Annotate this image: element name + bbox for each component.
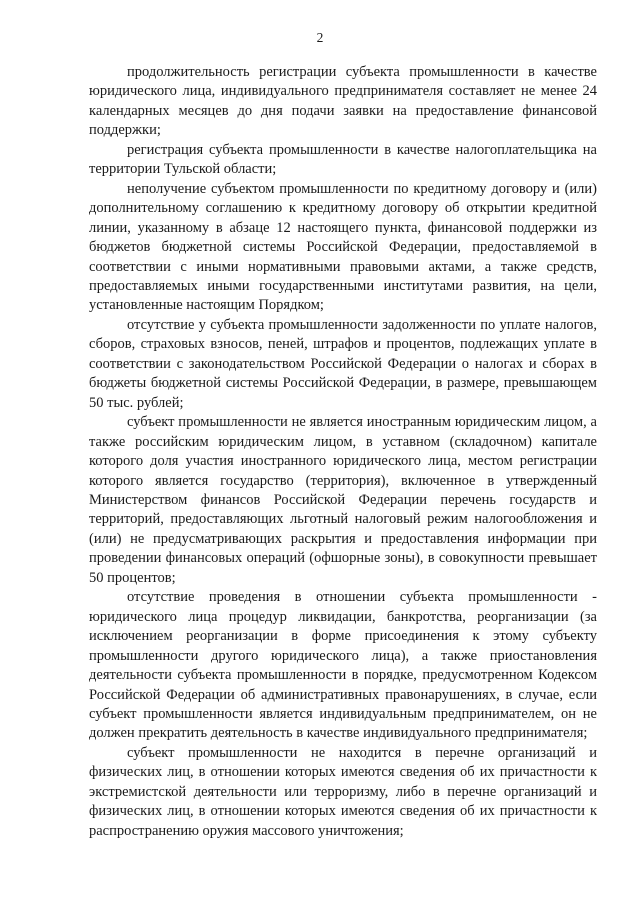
document-body [89, 63, 597, 841]
paragraph-taxpayer-registration: регистрация субъекта промышленности в качестве налогоплательщика на территории Тульской области; [89, 141, 597, 178]
paragraph-not-in-extremist-list: субъект промышленности не находится в перечне организаций и физических лиц, в отношении которых имеются сведения об их причастности к экстремистской деятельности или терроризму, либо в перечне организаций и физических лиц, в отношении которых имеются сведения об их причастности к распространению оружия массового уничтожения; [89, 744, 597, 839]
paragraph-no-other-support: неполучение субъектом промышленности по кредитному договору и (или) дополнительному соглашению к кредитному договору об открытии кредитной линии, указанному в абзаце 12 настоящего пункта, финансовой поддержки из бюджетов бюджетной системы Российской Федерации, предоставляемой в соответствии с иными нормативными правовыми актами, а также средств, предоставляемых иными государственными институтами развития, на цели, установленные настоящим Порядком; [89, 180, 597, 314]
page-number: 2 [316, 30, 324, 45]
paragraph-not-foreign-entity: субъект промышленности не является иностранным юридическим лицом, а также российским юридическим лицом, в уставном (складочном) капитале которого доля участия иностранного юридического лица, местом регистрации которого является государство (территория), включенное в утвержденный Министерством финансов Российской Федерации перечень государств и территорий, предоставляющих льготный налоговый режим налогообложения и (или) не предусматривающих раскрытия и предоставления информации при проведении финансовых операций (офшорные зоны), в совокупности превышает 50 процентов; [89, 414, 597, 586]
paragraph-registration-duration: продолжительность регистрации субъекта промышленности в качестве юридического лица, индивидуального предпринимателя составляет не менее 24 календарных месяцев до дня подачи заявки на предоставление финансовой поддержки; [89, 64, 597, 139]
paragraph-no-liquidation: отсутствие проведения в отношении субъекта промышленности - юридического лица процедур ликвидации, банкротства, реорганизации (за исключением реорганизации в форме присоединения к этому субъекту промышленности другого юридического лица), а также приостановления деятельности субъекта промышленности в порядке, предусмотренном Кодексом Российской Федерации об административных правонарушениях, в случае, если субъект промышленности является индивидуальным предпринимателем, он не должен прекратить деятельность в качестве индивидуального предпринимателя; [89, 589, 597, 742]
paragraph-no-tax-debt: отсутствие у субъекта промышленности задолженности по уплате налогов, сборов, страховых взносов, пеней, штрафов и процентов, подлежащих уплате в соответствии с законодательством Российской Федерации о налогах и сборах в бюджеты бюджетной системы Российской Федерации, в размере, превышающем 50 тыс. рублей; [89, 316, 597, 411]
